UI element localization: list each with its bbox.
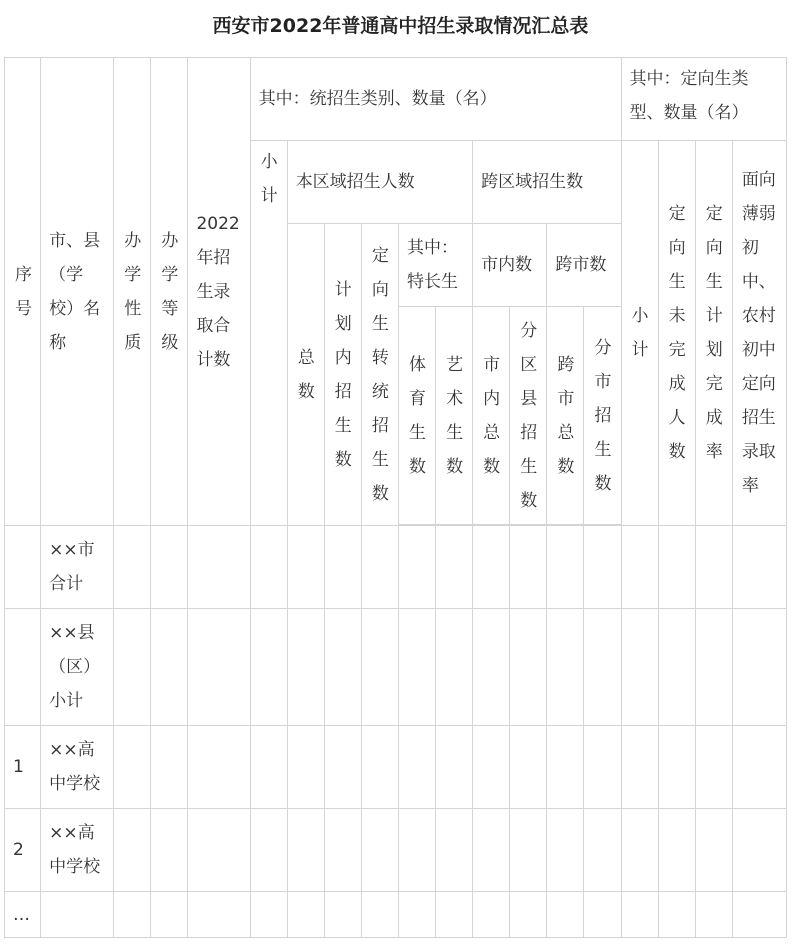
header-district-county: 分区县招生数 <box>510 307 547 525</box>
header-within-city-total: 市内总数 <box>473 307 510 525</box>
header-special-group: 其中：特长生 <box>398 224 472 307</box>
row-name <box>41 892 114 938</box>
table-row <box>5 726 787 809</box>
header-name: 市、县（学校）名称 <box>41 58 114 526</box>
row-seq: 1 <box>5 726 41 809</box>
row-name: ××县（区）小计 <box>41 609 114 726</box>
header-level: 办学等级 <box>151 58 188 526</box>
header-rural-rate: 面向薄弱初中、农村初中定向招生录取率 <box>732 141 786 526</box>
row-seq <box>5 609 41 726</box>
header-cross-area: 跨区域招生数 <box>473 141 621 224</box>
header-cross-city: 跨市数 <box>547 224 621 307</box>
table-row <box>5 609 787 726</box>
header-local-plan: 计划内招生数 <box>324 224 361 526</box>
header-within-city: 市内数 <box>473 224 547 307</box>
header-total-2022: 2022年招生录取合计数 <box>188 58 250 526</box>
row-seq <box>5 526 41 609</box>
header-unified-subtotal: 小计 <box>250 141 287 526</box>
row-name: ××高中学校 <box>41 726 114 809</box>
header-seq: 序号 <box>5 58 41 526</box>
row-seq: … <box>5 892 41 938</box>
table-row <box>5 526 787 609</box>
header-nature: 办学性质 <box>114 58 151 526</box>
header-local-area: 本区域招生人数 <box>287 141 472 224</box>
header-cross-city-total: 跨市总数 <box>547 307 584 525</box>
header-city-recruit: 分市招生数 <box>584 307 621 525</box>
header-unified-group: 其中：统招生类别、数量（名） <box>250 58 621 141</box>
header-special-sports: 体育生数 <box>398 307 435 525</box>
header-directed-incomplete: 定向生未完成人数 <box>658 141 695 526</box>
row-seq: 2 <box>5 809 41 892</box>
header-directed-subtotal: 小计 <box>621 141 658 526</box>
header-local-directed-converted: 定向生转统招生数 <box>361 224 398 526</box>
header-local-total: 总数 <box>287 224 324 526</box>
row-name: ××市合计 <box>41 526 114 609</box>
table-row <box>5 809 787 892</box>
page-title: 西安市2022年普通高中招生录取情况汇总表 <box>212 15 589 37</box>
row-name: ××高中学校 <box>41 809 114 892</box>
header-directed-group: 其中：定向生类型、数量（名） <box>621 58 786 141</box>
table-row <box>5 892 787 938</box>
header-special-arts: 艺术生数 <box>436 307 473 525</box>
header-directed-rate: 定向生计划完成率 <box>695 141 732 526</box>
summary-table <box>4 57 787 938</box>
